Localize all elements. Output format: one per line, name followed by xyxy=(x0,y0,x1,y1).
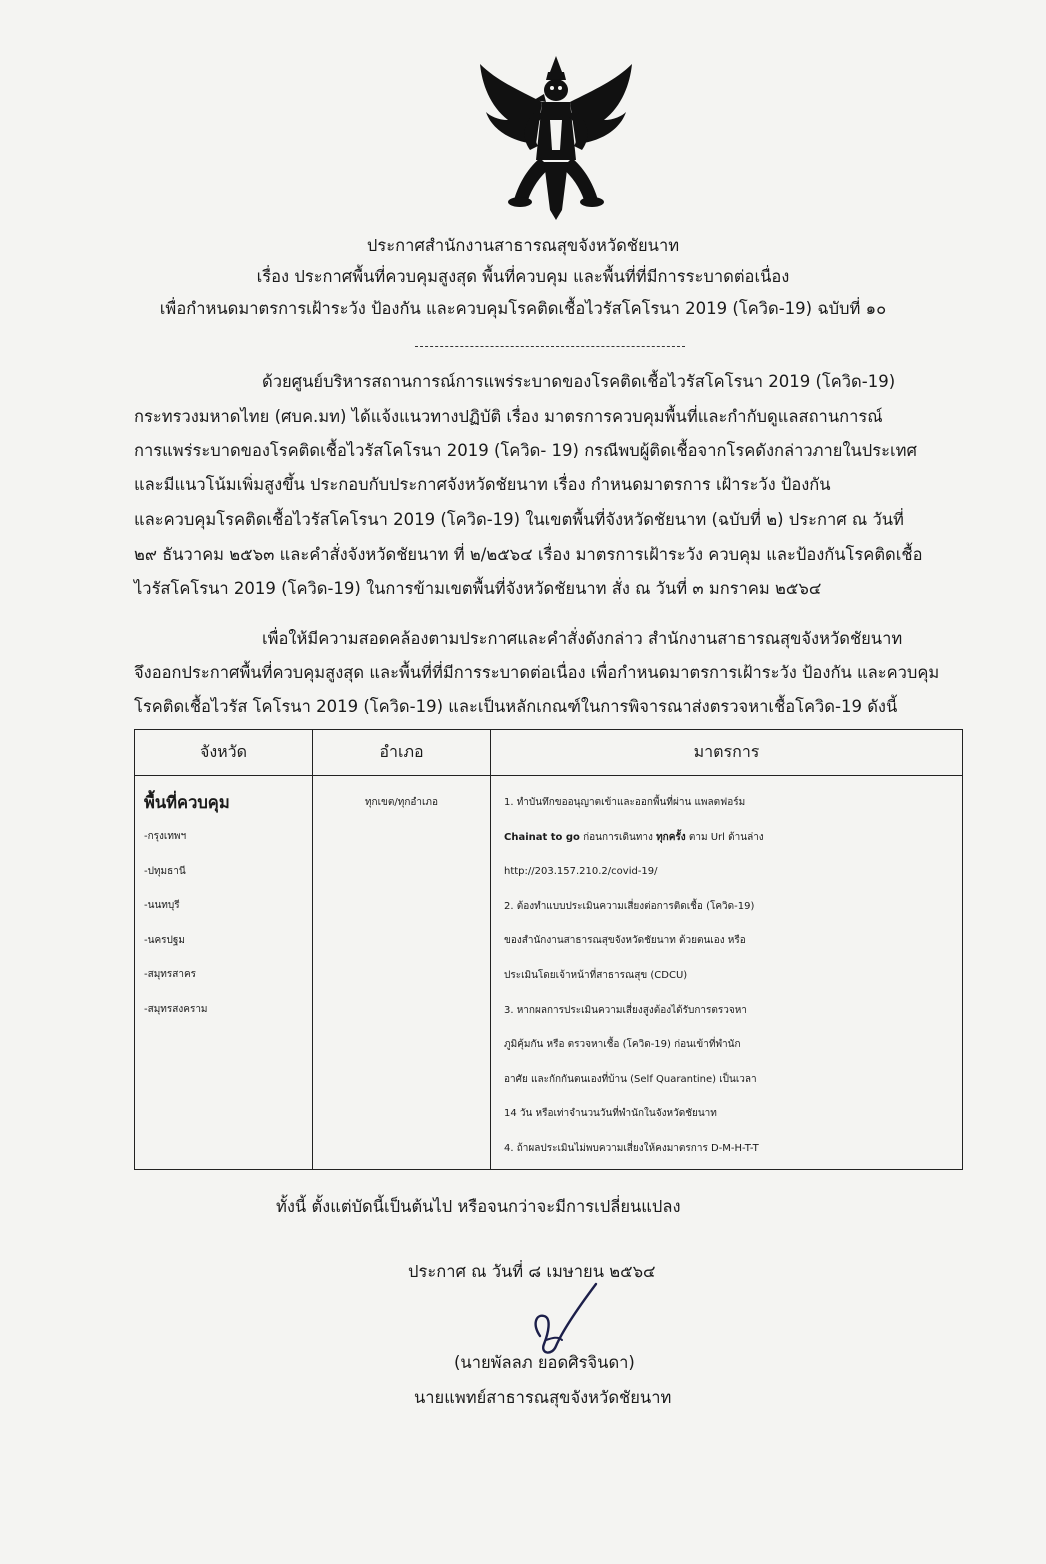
para1-line: ๒๙ ธันวาคม ๒๕๖๓ และคำสั่งจังหวัดชัยนาท ที่ ๒/๒๕๖๔ เรื่อง มาตรการเฝ้าระวัง ควบคุม และป้องกันโรคติดเชื้อ xyxy=(134,545,923,564)
measure-line: ของสำนักงานสาธารณสุขจังหวัดชัยนาท ด้วยตนเอง หรือ xyxy=(504,935,746,947)
para1-line: และควบคุมโรคติดเชื้อไวรัสโคโรนา 2019 (โควิด-19) ในเขตพื้นที่จังหวัดชัยนาท (ฉบับที่ ๒) ประกาศ ณ วันที่ xyxy=(134,510,904,529)
para1-line: และมีแนวโน้มเพิ่มสูงขึ้น ประกอบกับประกาศจังหวัดชัยนาท เรื่อง กำหนดมาตรการ เฝ้าระวัง ป้องกัน xyxy=(134,475,831,494)
effective-statement: ทั้งนี้ ตั้งแต่บัดนี้เป็นต้นไป หรือจนกว่าจะมีการเปลี่ยนแปลง xyxy=(276,1197,681,1216)
measure-text: ก่อนการเดินทาง xyxy=(579,831,657,843)
measure-line xyxy=(492,821,961,856)
province-item: -ปทุมธานี xyxy=(144,865,186,877)
measure-line: อาศัย และกักกันตนเองที่บ้าน (Self Quarantine) เป็นเวลา xyxy=(504,1073,757,1085)
measures-cell xyxy=(491,776,963,1170)
signer-title: นายแพทย์สาธารณสุขจังหวัดชัยนาท xyxy=(414,1388,672,1407)
dashed-separator xyxy=(415,346,685,347)
subject-line: เรื่อง ประกาศพื้นที่ควบคุมสูงสุด พื้นที่ควบคุม และพื้นที่ที่มีการระบาดต่อเนื่อง xyxy=(256,267,790,286)
measure-line: 1. ทำบันทึกขออนุญาตเข้าและออกพื้นที่ผ่าน แพลตฟอร์ม xyxy=(504,797,746,808)
measure-line: 3. หากผลการประเมินความเสี่ยงสูงต้องได้รับการตรวจหา xyxy=(504,1004,747,1016)
province-item: -สมุทรสงคราม xyxy=(144,1003,208,1015)
area-title: พื้นที่ควบคุม xyxy=(144,793,230,812)
province-item: -สมุทรสาคร xyxy=(144,969,197,980)
province-item: -กรุงเทพฯ xyxy=(144,831,187,842)
para1-line: กระทรวงมหาดไทย (ศบค.มท) ได้แจ้งแนวทางปฏิบัติ เรื่อง มาตรการควบคุมพื้นที่และกำกับดูแลสถานการณ์ xyxy=(134,407,883,426)
table-row xyxy=(135,776,963,1170)
platform-url: http://203.157.210.2/covid-19/ xyxy=(504,866,658,878)
measure-line: ประเมินโดยเจ้าหน้าที่สาธารณสุข (CDCU) xyxy=(504,969,688,981)
purpose-line: เพื่อกำหนดมาตรการเฝ้าระวัง ป้องกัน และควบคุมโรคติดเชื้อไวรัสโคโรนา 2019 (โควิด-19) ฉบับที่ ๑๐ xyxy=(159,299,887,318)
para1-line: ไวรัสโคโรนา 2019 (โควิด-19) ในการข้ามเขตพื้นที่จังหวัดชัยนาท สั่ง ณ วันที่ ๓ มกราคม ๒๕๖๔ xyxy=(134,579,822,598)
signature xyxy=(522,1280,604,1362)
signer-name: (นายพัลลภ ยอดศิรจินดา) xyxy=(454,1353,635,1372)
para2-line: โรคติดเชื้อไวรัส โคโรนา 2019 (โควิด-19) และเป็นหลักเกณฑ์ในการพิจารณาส่งตรวจหาเชื้อโควิด-19 ดังนี้ xyxy=(134,697,898,716)
province-cell xyxy=(135,776,313,1170)
province-item: -นนทบุรี xyxy=(144,900,180,911)
para2-line: เพื่อให้มีความสอดคล้องตามประกาศและคำสั่งดังกล่าว สำนักงานสาธารณสุขจังหวัดชัยนาท xyxy=(262,629,903,648)
column-header-province: จังหวัด xyxy=(135,730,313,776)
garuda-emblem xyxy=(468,50,644,222)
measure-line: 4. ถ้าผลประเมินไม่พบความเสี่ยงให้คงมาตรการ D-M-H-T-T xyxy=(504,1142,759,1154)
measure-line: 14 วัน หรือเท่าจำนวนวันที่พำนักในจังหวัดชัยนาท xyxy=(504,1108,717,1120)
para2-line: จึงออกประกาศพื้นที่ควบคุมสูงสุด และพื้นที่ที่มีการระบาดต่อเนื่อง เพื่อกำหนดมาตรการเฝ้าระวัง ป้องกัน และควบคุม xyxy=(134,663,940,682)
table-header-row xyxy=(135,730,963,776)
measure-text: ตาม Url ด้านล่าง xyxy=(685,831,764,843)
column-header-district: อำเภอ xyxy=(313,730,491,776)
para1-line: ด้วยศูนย์บริหารสถานการณ์การแพร่ระบาดของโรคติดเชื้อไวรัสโคโรนา 2019 (โควิด-19) xyxy=(262,372,896,391)
column-header-measures: มาตรการ xyxy=(491,730,963,776)
para1-line: การแพร่ระบาดของโรคติดเชื้อไวรัสโคโรนา 2019 (โควิด- 19) กรณีพบผู้ติดเชื้อจากโรคดังกล่าวภายในประเทศ xyxy=(134,441,917,460)
district-text: ทุกเขต/ทุกอำเภอ xyxy=(364,797,439,808)
platform-name: Chainat to go xyxy=(504,831,580,843)
district-cell xyxy=(313,776,491,1170)
measure-line: 2. ต้องทำแบบประเมินความเสี่ยงต่อการติดเชื้อ (โควิด-19) xyxy=(504,900,755,912)
announcement-title: ประกาศสำนักงานสาธารณสุขจังหวัดชัยนาท xyxy=(366,236,680,255)
announcement-date: ประกาศ ณ วันที่ ๘ เมษายน ๒๕๖๔ xyxy=(408,1262,656,1281)
measure-line: ภูมิคุ้มกัน หรือ ตรวจหาเชื้อ (โควิด-19) ก่อนเข้าที่พำนัก xyxy=(504,1039,741,1051)
every-time-emphasis: ทุกครั้ง xyxy=(656,831,686,843)
province-item: -นครปฐม xyxy=(144,934,185,946)
control-measures-table xyxy=(134,729,963,1170)
